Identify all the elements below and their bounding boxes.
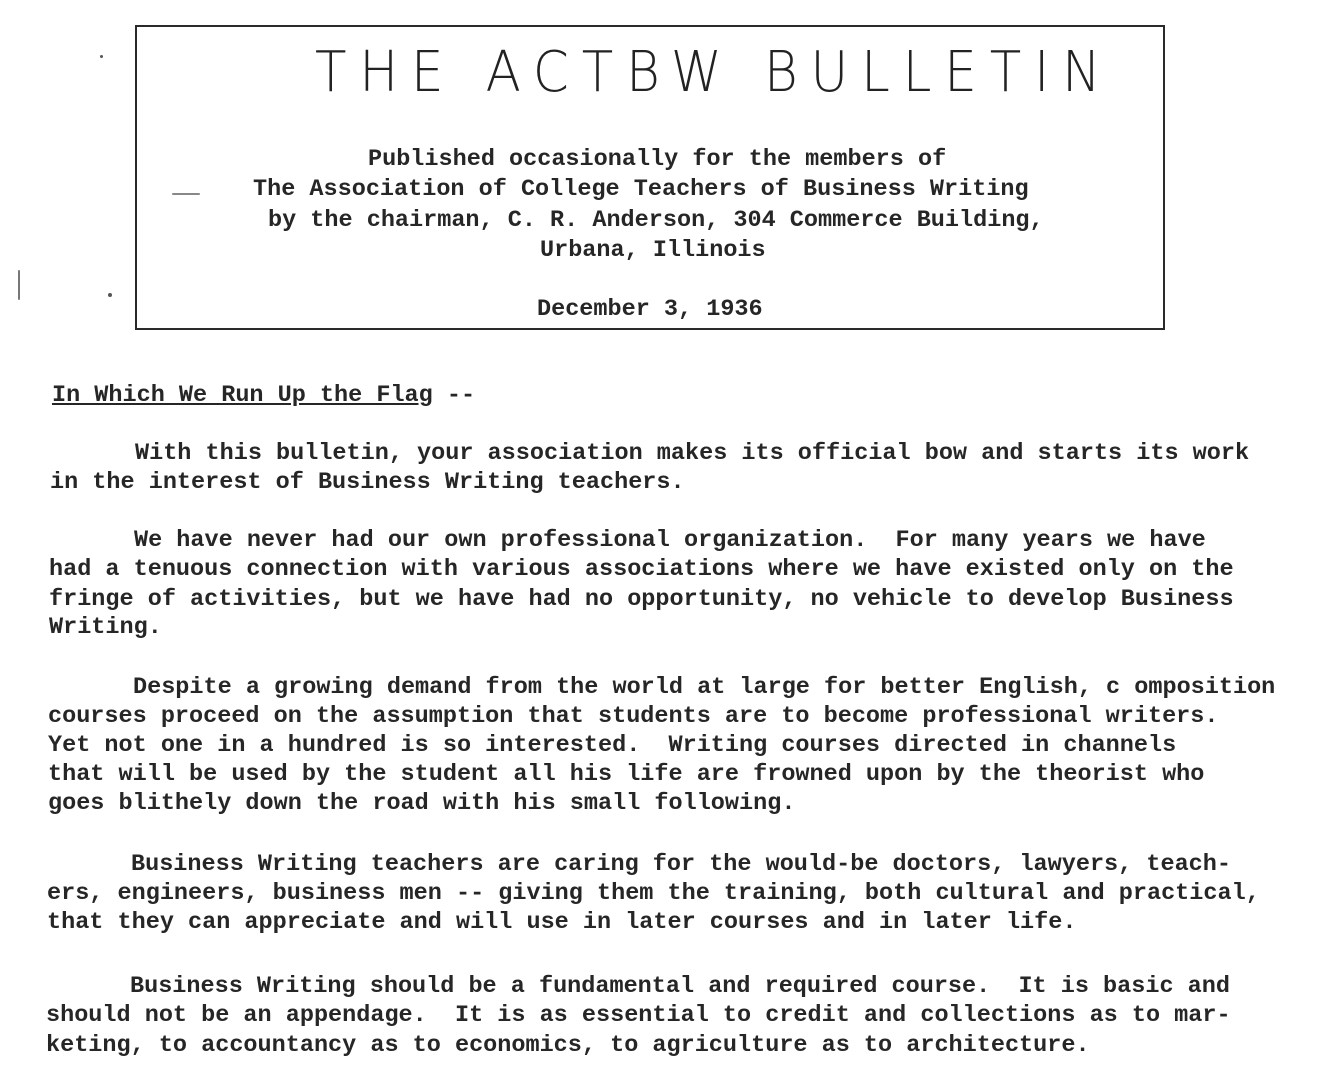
scan-mark: [18, 270, 20, 300]
paragraph-line: Despite a growing demand from the world at large for better English, c omposition: [133, 674, 1276, 701]
paragraph-line: Writing.: [49, 614, 162, 641]
paragraph-line: With this bulletin, your association makes its official bow and starts its work: [135, 440, 1250, 467]
paragraph-line: should not be an appendage. It is as essential to credit and collections as to mar-: [46, 1002, 1231, 1029]
article-heading-row: [52, 382, 475, 410]
bulletin-title: THE ACTBW BULLETIN: [315, 40, 1114, 105]
paragraph-line: courses proceed on the assumption that students are to become professional writers.: [48, 703, 1219, 730]
paragraph-line: We have never had our own professional organization. For many years we have: [134, 527, 1206, 554]
paragraph-line: Business Writing should be a fundamental and required course. It is basic and: [130, 973, 1230, 1000]
paragraph-line: keting, to accountancy as to economics, to agriculture as to architecture.: [46, 1032, 1090, 1059]
article-heading: In Which We Run Up the Flag: [52, 382, 433, 409]
masthead-date: December 3, 1936: [537, 296, 763, 323]
paragraph-line: ers, engineers, business men -- giving them the training, both cultural and practical,: [47, 880, 1260, 907]
paragraph-line: fringe of activities, but we have had no opportunity, no vehicle to develop Business: [49, 586, 1234, 613]
masthead-line: Published occasionally for the members of: [368, 146, 947, 173]
paragraph-line: Business Writing teachers are caring for the would-be doctors, lawyers, teach-: [131, 851, 1231, 878]
paragraph-line: in the interest of Business Writing teachers.: [50, 469, 685, 496]
scan-speck: [100, 55, 103, 58]
paragraph-line: Yet not one in a hundred is so interested. Writing courses directed in channels: [48, 732, 1177, 759]
masthead-line: The Association of College Teachers of Business Writing: [253, 176, 1029, 203]
paragraph-line: that they can appreciate and will use in later courses and in later life.: [47, 909, 1077, 936]
paragraph-line: had a tenuous connection with various associations where we have existed only on the: [49, 556, 1234, 583]
scan-mark: [172, 193, 200, 195]
paragraph-line: goes blithely down the road with his small following.: [48, 790, 796, 817]
heading-dash: --: [432, 382, 476, 409]
paragraph-line: that will be used by the student all his life are frowned upon by the theorist who: [48, 761, 1205, 788]
masthead-line: by the chairman, C. R. Anderson, 304 Commerce Building,: [268, 207, 1044, 234]
scan-speck: [108, 293, 112, 297]
masthead-line: Urbana, Illinois: [540, 237, 766, 264]
